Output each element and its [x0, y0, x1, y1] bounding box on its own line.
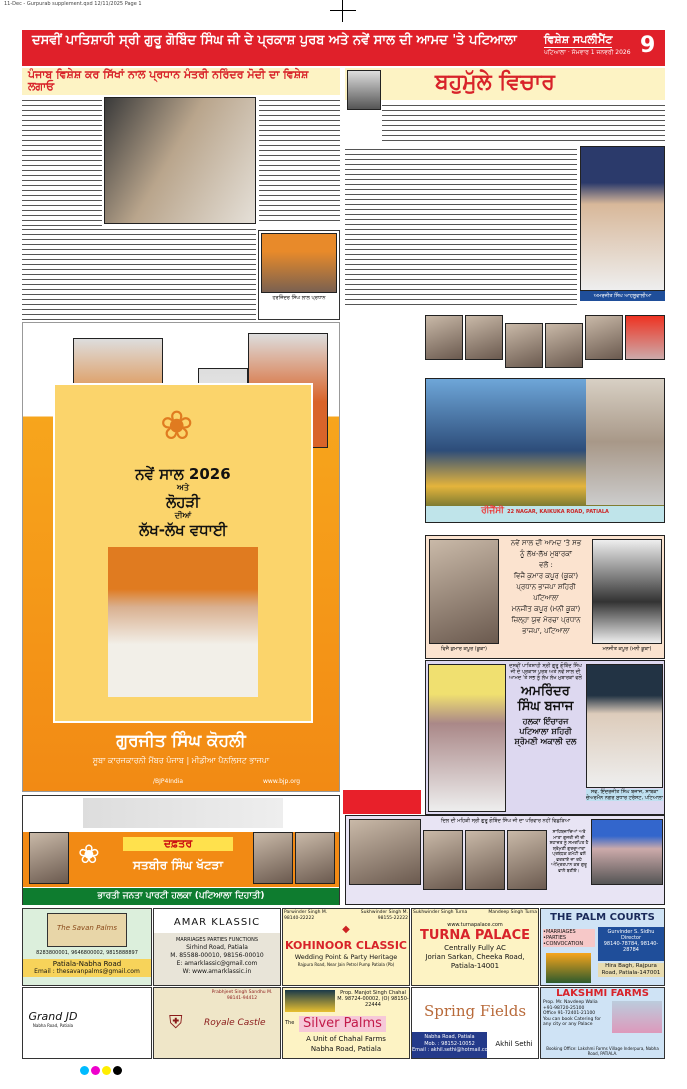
ad-owner: Gurvinder S. Sidhu — [607, 929, 655, 935]
ad-address: Nabha Road, Patiala — [424, 1034, 475, 1040]
ad-tagline: A Unit of Chahal Farms — [306, 1035, 386, 1043]
ad-tagline: Centrally Fully AC — [444, 944, 506, 952]
ad-owner: Prop. Mr. Navdeep Walia — [543, 1000, 598, 1005]
color-registration-bar — [80, 1066, 124, 1077]
hotel-address: 22 NAGAR, KAIKUKA ROAD, PATIALA — [507, 509, 609, 515]
ad-services: MARRIAGES PARTIES FUNCTIONS — [175, 937, 259, 943]
page-number: 9 — [640, 33, 656, 58]
cyan-swatch — [80, 1066, 89, 1075]
ad-contact: Sukhwinder Singh M. 98155-22222 — [360, 910, 408, 921]
ad-phone: 98140-78784, 98140-28784 — [603, 941, 659, 953]
lotus-icon: ❀ — [160, 403, 194, 449]
amrinder-ad — [425, 660, 665, 815]
ad-website: www.turnapalace.com — [447, 922, 503, 928]
ad-line: ਦੀਆਂ — [174, 511, 192, 520]
portrait-row — [425, 315, 665, 375]
text-line: ਨੂੰ ਲੱਖ-ਲੱਖ ਮੁਬਾਰਕਾਂ — [520, 550, 572, 558]
service-item: •PARTIES — [543, 935, 567, 941]
crest-icon: ⛨ — [169, 1012, 183, 1033]
ad-address — [23, 959, 151, 977]
palm-courts-ad — [540, 908, 665, 986]
ad-address: Rajpura Road, Near Jain Petrol Pump Patiala (Pb) — [297, 962, 395, 967]
portrait — [349, 819, 421, 885]
ad-tagline: Wedding Point & Party Heritage — [294, 953, 398, 961]
quotes-text — [382, 102, 665, 144]
palm-logo — [285, 990, 335, 1012]
portrait — [423, 830, 463, 890]
article-body — [22, 226, 256, 322]
ad-city: Patiala-14001 — [450, 962, 500, 970]
ad-name: THE PALM COURTS — [550, 912, 655, 923]
hotel-name — [426, 506, 664, 522]
ad-phones: 8283800001, 9646800002, 9815888897 — [36, 950, 138, 956]
author-caption: ਹਰਜਿੰਦਰ ਸਿੰਘ ਲਾਲ ਪ੍ਰਧਾਨ — [272, 295, 326, 301]
portrait-caption: ਵਿਜੈ ਕੁਮਾਰ ਕਪੂਰ (ਕੂਕਾ) — [441, 646, 487, 652]
ad-website: W: www.amarklassic.in — [182, 968, 252, 975]
leader-photo — [29, 832, 69, 884]
website: www.bjp.org — [263, 778, 301, 785]
ad-address: Nabha Road, Patiala — [310, 1045, 382, 1053]
ad-line: ਲੋਹੜੀ — [166, 493, 200, 511]
hotel-ad — [425, 378, 665, 523]
ad-name: AMAR KLASSIC — [154, 909, 280, 933]
registration-mark — [330, 10, 356, 11]
ad-booking: Booking Office: Lakshmi Farms Village Inderpura, Nabha Road, PATIALA. — [546, 1046, 659, 1056]
portrait — [505, 323, 543, 368]
grand-jd-ad — [22, 987, 152, 1059]
savan-palms-ad — [22, 908, 152, 986]
portrait — [507, 830, 547, 890]
spring-fields-ad — [411, 987, 539, 1059]
ad-line: ਨਵੇਂ ਸਾਲ 2026 — [135, 465, 231, 483]
text-line: ਨਵੇਂ ਸਾਲ ਦੀ ਆਮਦ 'ਤੇ ਸਭ — [510, 539, 582, 547]
portrait — [585, 315, 623, 360]
portrait — [465, 830, 505, 890]
royale-castle-ad — [153, 987, 281, 1059]
portrait — [592, 539, 662, 644]
article-body — [259, 97, 340, 224]
amrinder-role: ਹਲਕਾ ਇੰਚਾਰਜ ਪਟਿਆਲਾ ਸ਼ਹਿਰੀ ਸ਼੍ਰੋਮਣੀ ਅਕਾਲੀ ਦਲ — [514, 717, 577, 746]
ad-phone: +91-98720-25100 — [543, 1005, 585, 1011]
ad-line: ਲੱਖ-ਲੱਖ ਵਧਾਈ — [139, 521, 227, 539]
text-line: ਵਲੋਂ : — [539, 561, 553, 569]
ad-email: Email : akhil.sethi@hotmail.com — [412, 1047, 493, 1053]
ad-address: Jorian Sarkan, Cheeka Road, — [425, 953, 525, 961]
farm-photo — [612, 1001, 662, 1033]
quotes-photo — [347, 70, 381, 110]
office-banner — [23, 832, 339, 887]
ad-contact: Parwinder Singh M. 98140-22222 — [284, 910, 328, 921]
service-item: •MARRIAGES — [543, 929, 576, 935]
portrait — [591, 819, 663, 885]
ad-line: ਅਤੇ — [177, 483, 189, 492]
ad-note: You can book Catering for any city or any Palace — [543, 1016, 601, 1027]
quotes-author — [580, 146, 665, 306]
page-header — [22, 30, 665, 66]
greeting-text — [502, 538, 590, 637]
savan-palms-logo: The Savan Palms — [47, 913, 127, 947]
text-line: ਪ੍ਰਧਾਨ ਭਾਜਪਾ ਸ਼ਹਿਰੀ — [516, 583, 576, 591]
portrait — [428, 664, 506, 812]
kohinoor-ad — [282, 908, 410, 986]
portrait — [429, 539, 499, 644]
candidate-photo — [108, 547, 258, 697]
amrinder-text — [508, 663, 583, 747]
text-line: ਮਨਜੀਤ ਕਪੂਰ (ਮਨੀ ਕੂਕਾ) — [511, 605, 581, 613]
palm-tree-image — [546, 953, 591, 983]
ad-name: TURNA PALACE — [419, 928, 531, 943]
portrait — [586, 664, 663, 788]
magenta-swatch — [91, 1066, 100, 1075]
ad-name: Silver Palms — [299, 1016, 386, 1032]
portrait-caption: ਮਨਜੀਤ ਕਪੂਰ (ਮਨੀ ਕੂਕਾ) — [602, 646, 652, 652]
amrinder-name: ਅਮਰਿੰਦਰ ਸਿੰਘ ਬਜਾਜ — [517, 684, 574, 714]
ad-address: Hira Bagh, Rajpura Road, Patiala-147001 — [598, 963, 664, 977]
section-label: ਵਿਸ਼ੇਸ਼ ਸਪਲੀਮੈਂਟ — [544, 33, 613, 46]
ad-phone: M. 85588-00010, 98156-00010 — [170, 952, 264, 959]
ad-name: Royale Castle — [204, 1018, 266, 1028]
portrait-caption: ਸਵ. ਇੰਦਰਜੀਤ ਸਿੰਘ ਬਜਾਜ, ਸਾਬਕਾ ਚੇਅਰਮੈਨ ਨਗਰ ਸੁਧਾਰ ਟਰੱਸਟ, ਪਟਿਆਲਾ — [586, 789, 663, 801]
hotel-name-text: ਰੀਜੈਂਸੀ — [481, 506, 504, 516]
turna-palace-ad — [411, 908, 539, 986]
ad-office: Office 91-72401-21100 — [543, 1011, 596, 1016]
ad-role: Director — [620, 935, 642, 941]
social-handle: /BJP4India — [153, 778, 184, 785]
author-box — [258, 230, 340, 320]
ad-contact: Mandeep Singh Turna — [488, 910, 537, 915]
diamond-icon: ◆ — [342, 924, 350, 935]
quotes-author-caption: ਅਮਰਜੀਤ ਸਿੰਘ ਆਹਲੂਵਾਲੀਆ — [580, 291, 665, 301]
tribute-header: ਦਿਲ ਦੀ ਮਹਿਕੀ ਸ੍ਰੀ ਗੁਰੂ ਗੋਬਿੰਦ ਸਿੰਘ ਜੀ ਦਾ ਪਰਿਵਾਰ ਨਹੀਂ ਵਿਛੜਿਆ — [440, 818, 571, 824]
ad-name: KOHINOOR CLASSIC — [285, 939, 407, 952]
text-line: ਪਟਿਆਲਾ — [533, 594, 559, 602]
header-title: ਦਸਵੀਂ ਪਾਤਿਸ਼ਾਹੀ ਸ੍ਰੀ ਗੁਰੂ ਗੋਬਿੰਦ ਸਿੰਘ ਜੀ ਦੇ ਪ੍ਰਕਾਸ਼ ਪੁਰਬ ਅਤੇ ਨਵੇਂ ਸਾਲ ਦੀ ਆਮਦ 'ਤੇ ਪਟਿਆਲਾ — [32, 33, 517, 48]
ad-email: Email : thesavanpalms@gmail.com — [34, 968, 140, 975]
office-name: ਸਤਬੀਰ ਸਿੰਘ ਖੱਟੜਾ — [133, 858, 223, 872]
candidate-name: ਗੁਰਜੀਤ ਸਿੰਘ ਕੋਹਲੀ — [116, 731, 246, 751]
ad-address: Sirhind Road, Patiala — [186, 944, 248, 951]
amrinder-intro: ਦਸਵੀਂ ਪਾਤਿਸ਼ਾਹੀ ਸ੍ਰੀ ਗੁਰੂ ਗੋਬਿੰਦ ਸਿੰਘ ਜੀ ਦੇ ਪ੍ਰਕਾਸ਼ ਪੁਰਬ ਅਤੇ ਨਵੇਂ ਸਾਲ ਦੀ ਆਮਦ 'ਤੇ ਸਭ ਨੂੰ ਲੱਖ ਲੱਖ ਮੁਬਾਰਕਾਂ ਵਲੋਂ — [509, 663, 582, 681]
quotes-text — [345, 146, 577, 306]
quotes-author-photo — [580, 146, 665, 291]
quotes-title: ਬਹੁਮੁੱਲੇ ਵਿਚਾਰ — [435, 70, 555, 95]
red-block — [343, 790, 421, 814]
ad-name: LAKSHMI FARMS — [556, 988, 649, 999]
portrait — [545, 323, 583, 368]
text-line: ਵਿਜੈ ਕੁਮਾਰ ਕਪੂਰ (ਕੂਕਾ) — [513, 572, 579, 580]
yellow-swatch — [102, 1066, 111, 1075]
ad-name: Grand JD — [28, 1010, 78, 1023]
article-photo — [104, 97, 256, 224]
article-headline: ਪੰਜਾਬ ਵਿਸ਼ੇਸ਼ ਕਰ ਸਿੱਖਾਂ ਨਾਲ ਪ੍ਰਧਾਨ ਮੰਤਰੀ ਨਰਿੰਦਰ ਮੋਦੀ ਦਾ ਵਿਸ਼ੇਸ਼ ਲਗਾਓ — [22, 68, 340, 95]
ad-prefix: The — [285, 1020, 295, 1026]
office-footer: ਭਾਰਤੀ ਜਨਤਾ ਪਾਰਟੀ ਹਲਕਾ (ਪਟਿਆਲਾ ਦਿਹਾਤੀ) — [23, 888, 339, 905]
lotus-icon: ❀ — [78, 840, 100, 870]
amar-klassic-ad — [153, 908, 281, 986]
tribute-ad — [345, 815, 665, 905]
bjp-greeting-ad — [22, 322, 340, 792]
office-ad — [22, 795, 340, 905]
ad-address: Nabha Road, Patiala — [32, 1023, 74, 1028]
leaders-row — [83, 798, 283, 828]
text-line: ਭਾਜਪਾ, ਪਟਿਆਲਾ — [522, 627, 570, 635]
ad-person: Akhil Sethi — [495, 1040, 533, 1048]
service-item: •CONVOCATION — [543, 941, 584, 947]
print-slug: 11-Dec - Gurpurab supplement.qxd 12/11/2025 Page 1 — [4, 1, 142, 7]
black-swatch — [113, 1066, 122, 1075]
ad-contact: Prabhjeet Singh Sandhu M. 98141-94412 — [211, 990, 273, 1001]
leader-photo — [295, 832, 335, 884]
portrait — [425, 315, 463, 360]
ad-panel — [53, 383, 313, 723]
leader-photo — [253, 832, 293, 884]
portrait — [465, 315, 503, 360]
ad-contact: Prop. Manjot Singh Chahal M. 98724-00002, (O) 98150-22444 — [337, 990, 409, 1008]
tribute-text: ਸਾਹਿਬਜ਼ਾਦਿਆਂ ਅਤੇ ਮਾਤਾ ਗੁਜਰੀ ਜੀ ਦੀ ਸ਼ਹਾਦਤ ਨੂੰ ਸਮਰਪਿਤ ਹੈ ਸ਼੍ਰੋਮਣੀ ਗੁਰਦੁਆਰਾ ਪ੍ਰਬੰਧਕ ਕਮੇਟੀ ਵਲੋਂ ਵਰਤਾਏ ਜਾ ਰਹੇ ਅੰਮ੍ਰਿਤਪਾਨ ਕਰ ਗੁਰੂ ਵਾਲੇ ਬਣੀਏ। — [549, 830, 589, 874]
lakshmi-farms-ad — [540, 987, 665, 1059]
ad-phone: Mob. : 98152-10052 — [424, 1040, 475, 1047]
author-photo — [261, 233, 337, 293]
quotes-header — [345, 68, 665, 100]
ad-road: Patiala-Nabha Road — [52, 960, 122, 968]
ad-contact: Sukhwinder Singh Turna — [413, 910, 468, 915]
ad-email: E: amarklassic@gmail.com — [176, 960, 258, 967]
office-label: ਦਫ਼ਤਰ — [123, 837, 233, 851]
greeting-ad — [425, 535, 665, 659]
text-line: ਜ਼ਿਲ੍ਹਾ ਯੁਵ ਮੋਰਚਾ ਪ੍ਰਧਾਨ — [511, 616, 581, 624]
ad-name: Spring Fields — [423, 1002, 527, 1020]
silver-palms-ad — [282, 987, 410, 1059]
registration-mark — [342, 0, 343, 22]
candidate-title: ਸੂਬਾ ਕਾਰਜਕਾਰਨੀ ਮੈਂਬਰ ਪੰਜਾਬ | ਮੀਡੀਆ ਪੈਨਲਿਸਟ ਭਾਜਪਾ — [92, 756, 270, 765]
hotel-interior-photo — [586, 379, 664, 505]
portrait — [625, 315, 665, 360]
dateline: ਪਟਿਆਲਾ · ਸੋਮਵਾਰ 1 ਜਨਵਰੀ 2026 — [544, 49, 631, 56]
